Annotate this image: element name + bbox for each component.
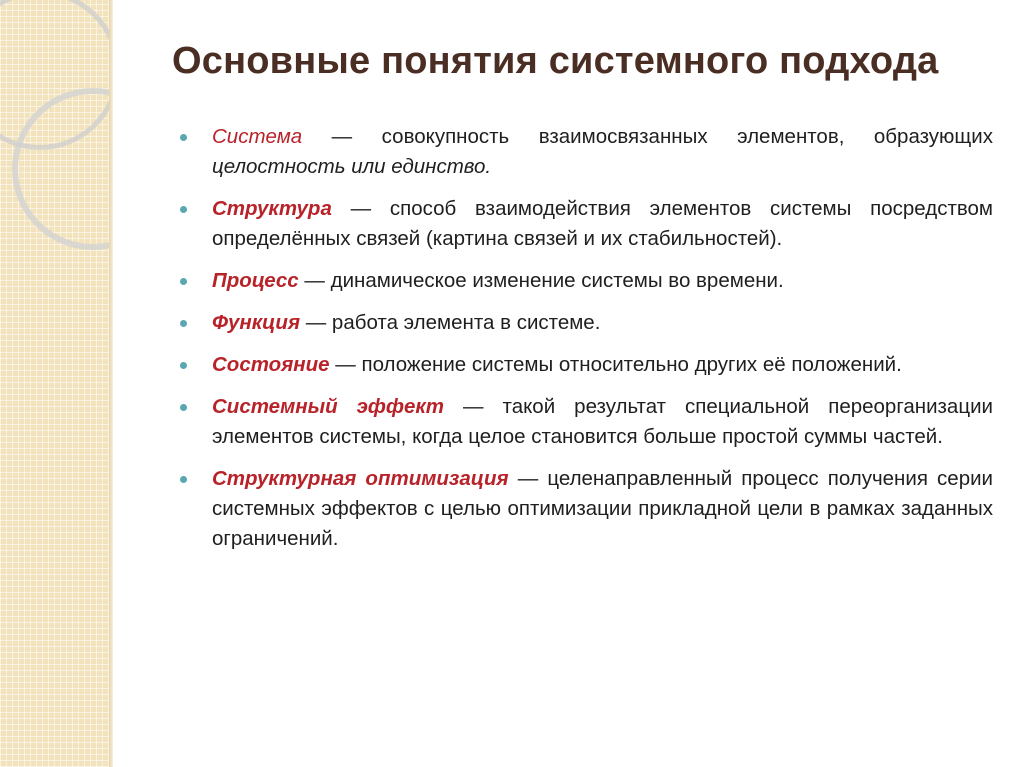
term-label: Структурная оптимизация xyxy=(212,467,509,490)
list-item xyxy=(178,392,993,452)
list-item xyxy=(178,464,993,554)
list-item xyxy=(178,122,993,182)
definition-text: — работа элемента в системе. xyxy=(300,311,601,334)
definition-text: — совокупность взаимосвязанных элементов, образующих xyxy=(302,125,993,148)
list-item xyxy=(178,194,993,254)
term-label: Структура xyxy=(212,197,332,220)
term-label: Системный эффект xyxy=(212,395,445,418)
decorative-side-panel xyxy=(0,0,109,767)
definition-text: — такой результат специальной переорганизации элементов системы, когда целое становится больше простой суммы частей. xyxy=(212,395,993,448)
term-label: Система xyxy=(212,125,303,148)
term-label: Процесс xyxy=(212,269,299,292)
definition-list xyxy=(178,122,993,566)
list-item xyxy=(178,266,993,296)
slide-title: Основные понятия системного подхода xyxy=(172,40,939,82)
definition-text: — динамическое изменение системы во времени. xyxy=(298,269,784,292)
definition-text: — целенаправленный процесс получения серии системных эффектов с целью оптимизации прикладной цели в рамках заданных ограничений. xyxy=(212,467,994,550)
definition-text: — положение системы относительно других её положений. xyxy=(329,353,902,376)
definition-emphasis: целостность или единство. xyxy=(212,155,492,178)
list-item xyxy=(178,350,993,380)
term-label: Функция xyxy=(212,311,301,334)
side-panel-edge xyxy=(109,0,113,767)
list-item xyxy=(178,308,993,338)
definition-text: — способ взаимодействия элементов системы посредством определённых связей (картина связей и их стабильностей). xyxy=(212,197,993,250)
term-label: Состояние xyxy=(212,353,330,376)
